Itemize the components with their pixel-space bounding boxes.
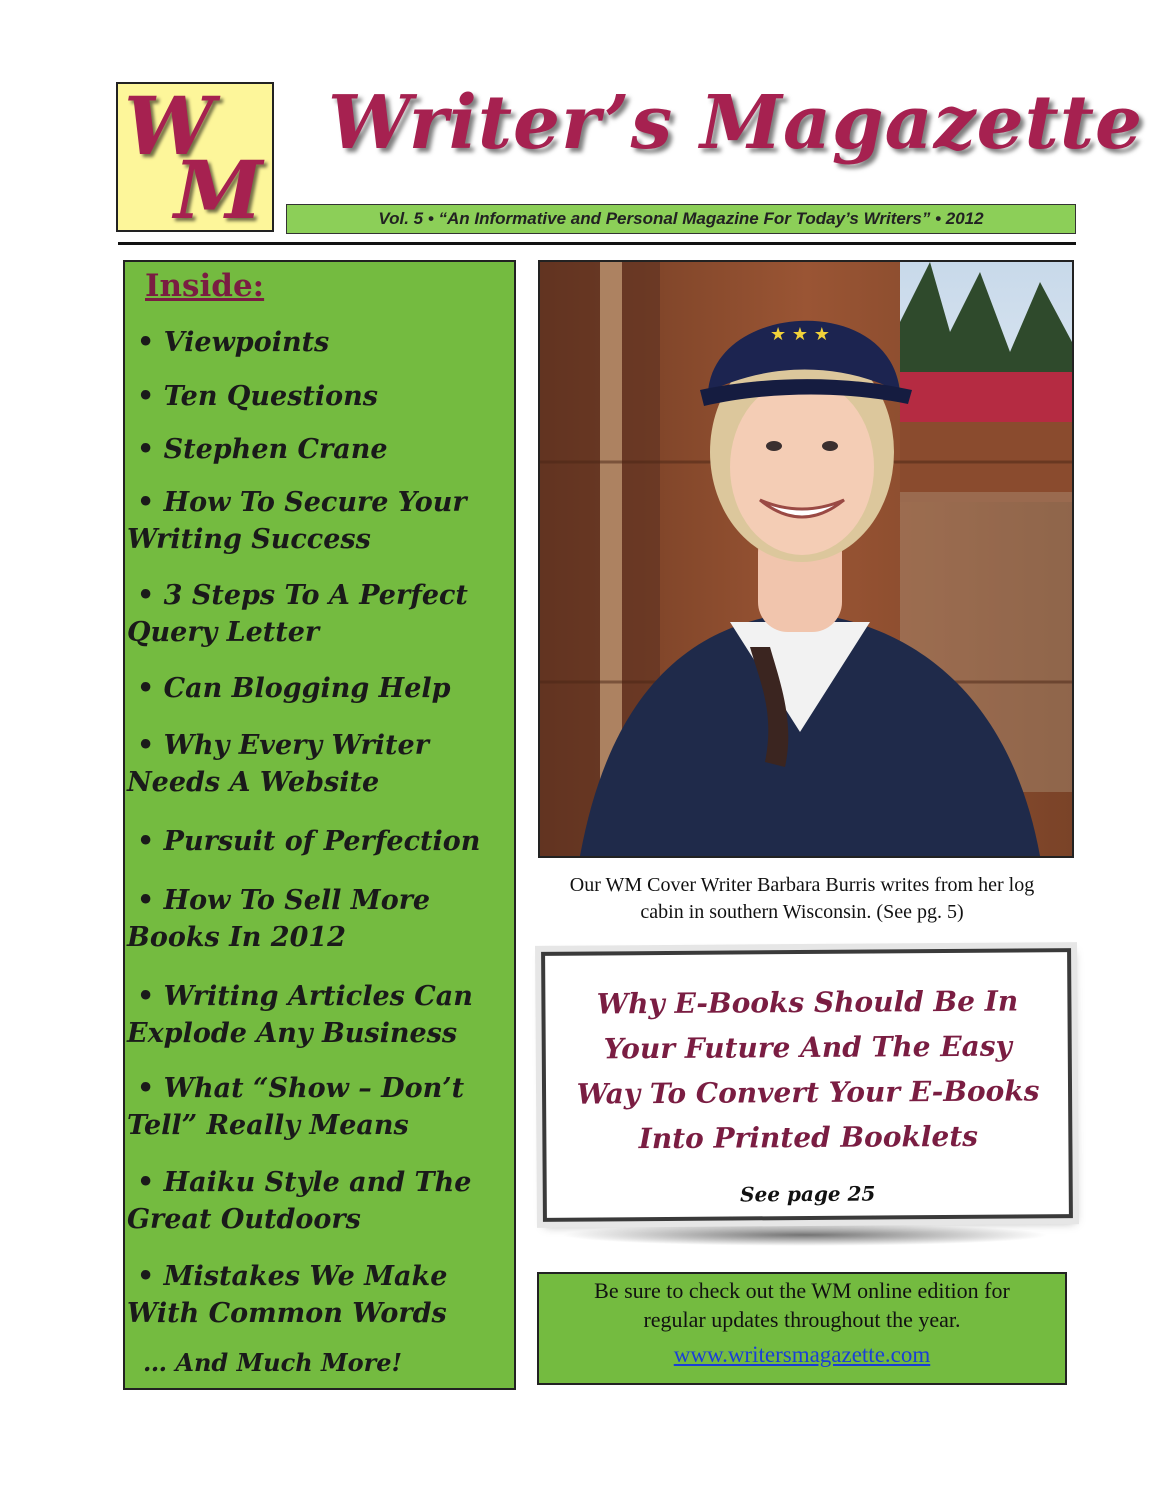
contents-item: • What “Show – Don’t Tell” Really Means [127, 1073, 465, 1141]
cover-photo [538, 260, 1074, 858]
header-divider [118, 242, 1076, 245]
svg-text:★ ★ ★: ★ ★ ★ [770, 324, 830, 345]
contents-item: • 3 Steps To A Perfect Query Letter [127, 580, 468, 648]
contents-item: • Mistakes We Make With Common Words [127, 1261, 448, 1329]
contents-item: • Stephen Crane [137, 434, 388, 465]
promo-see-page: See page 25 [740, 1181, 876, 1207]
promo-headline-line: Your Future And The Easy [603, 1029, 1012, 1066]
caption-line: cabin in southern Wisconsin. (See pg. 5) [640, 901, 964, 923]
promo-headline-line: Way To Convert Your E-Books [576, 1074, 1040, 1111]
promo-headline-line: Why E-Books Should Be In [596, 984, 1019, 1021]
contents-item: • Ten Questions [137, 381, 378, 412]
logo-letter-w: W [124, 79, 214, 173]
logo [116, 79, 274, 237]
contents-item: • Why Every Writer Needs A Website [127, 730, 429, 798]
online-message-line: Be sure to check out the WM online edition for [594, 1278, 1010, 1303]
contents-more: … And Much More! [143, 1348, 403, 1377]
contents-item: • Haiku Style and The Great Outdoors [127, 1167, 472, 1235]
online-message [539, 1276, 1065, 1334]
magazine-title: Writer’s Magazette [328, 80, 1144, 166]
promo-headline-line: Into Printed Booklets [638, 1119, 979, 1156]
contents-item: • Pursuit of Perfection [137, 826, 481, 857]
contents-item: • How To Sell More Books In 2012 [127, 885, 431, 953]
tagline-banner: Vol. 5 • “An Informative and Personal Magazine For Today’s Writers” • 2012 [286, 204, 1076, 234]
online-edition-box [537, 1272, 1067, 1385]
cover-caption [522, 872, 1082, 926]
contents-sidebar [123, 260, 516, 1390]
contents-item: • Can Blogging Help [137, 673, 451, 704]
promo-shadow [560, 1224, 1050, 1246]
logo-letter-m: M [174, 143, 263, 237]
contents-item: • How To Secure Your Writing Success [127, 487, 467, 555]
contents-item: • Writing Articles Can Explode Any Business [127, 981, 473, 1049]
promo-headline [551, 978, 1064, 1162]
feature-promo [541, 948, 1073, 1222]
website-link[interactable]: www.writersmagazette.com [673, 1342, 931, 1367]
contents-heading: Inside: [145, 268, 265, 304]
caption-line: Our WM Cover Writer Barbara Burris writes from her log [569, 874, 1035, 896]
online-message-line: regular updates throughout the year. [643, 1307, 961, 1332]
contents-item: • Viewpoints [137, 327, 330, 358]
cover-writer-photo [540, 262, 1072, 856]
